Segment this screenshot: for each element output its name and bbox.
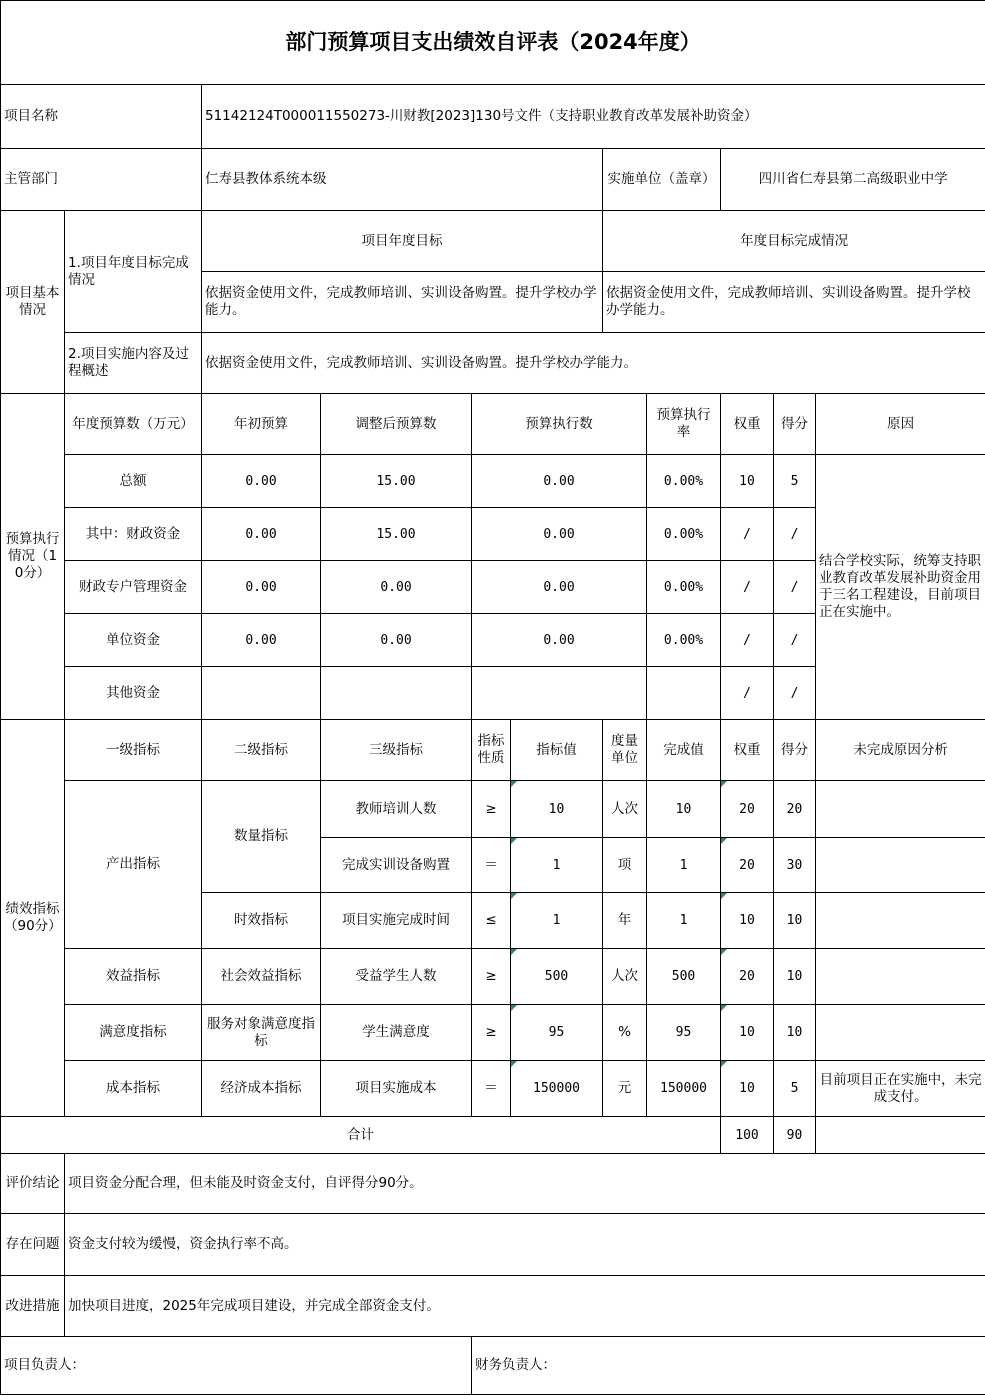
perf-l1-output: 产出指标 — [65, 781, 202, 949]
perf-row — [1, 1061, 985, 1117]
total-score: 90 — [774, 1117, 816, 1154]
budget-row-rate: 0.00% — [647, 561, 721, 614]
perf-row-l3: 学生满意度 — [321, 1005, 472, 1061]
perf-l2-economic: 经济成本指标 — [202, 1061, 321, 1117]
conclusion-label: 评价结论 — [1, 1154, 65, 1214]
budget-row-weight: / — [721, 667, 774, 720]
perf-row-actual: 1 — [647, 838, 721, 893]
content-label: 2.项目实施内容及过程概述 — [65, 333, 202, 394]
perf-row-nature: ≤ — [472, 893, 511, 949]
budget-row — [1, 455, 985, 508]
budget-header-adjusted: 调整后预算数 — [321, 394, 472, 455]
perf-row-target: 10 — [511, 781, 603, 838]
budget-header-score: 得分 — [774, 394, 816, 455]
perf-row-target: 500 — [511, 949, 603, 1005]
budget-row-weight: / — [721, 561, 774, 614]
perf-header-reason: 未完成原因分析 — [816, 720, 985, 781]
perf-row-nature: ≥ — [472, 949, 511, 1005]
budget-row-score: / — [774, 561, 816, 614]
budget-row-executed: 0.00 — [472, 508, 647, 561]
perf-l1-benefit: 效益指标 — [65, 949, 202, 1005]
budget-row-name: 财政专户管理资金 — [65, 561, 202, 614]
perf-row-target: 150000 — [511, 1061, 603, 1117]
budget-row-adjusted: 15.00 — [321, 455, 472, 508]
budget-row-weight: 10 — [721, 455, 774, 508]
total-weight: 100 — [721, 1117, 774, 1154]
perf-row-target: 1 — [511, 838, 603, 893]
perf-row-score: 5 — [774, 1061, 816, 1117]
perf-l1-cost: 成本指标 — [65, 1061, 202, 1117]
perf-row — [1, 781, 985, 838]
perf-row-l3: 项目实施完成时间 — [321, 893, 472, 949]
perf-row-score: 10 — [774, 893, 816, 949]
perf-header-weight: 权重 — [721, 720, 774, 781]
budget-section-label: 预算执行情况（10分） — [1, 394, 65, 720]
perf-row-reason — [816, 838, 985, 893]
perf-header-l3: 三级指标 — [321, 720, 472, 781]
perf-row-nature: ＝ — [472, 1061, 511, 1117]
total-blank — [816, 1117, 985, 1154]
perf-row-unit: 年 — [603, 893, 647, 949]
perf-row-weight: 20 — [721, 781, 774, 838]
perf-row-reason: 目前项目正在实施中，未完成支付。 — [816, 1061, 985, 1117]
perf-row-score: 10 — [774, 1005, 816, 1061]
perf-row-score: 30 — [774, 838, 816, 893]
budget-header-annual: 年度预算数（万元） — [65, 394, 202, 455]
budget-row-name: 单位资金 — [65, 614, 202, 667]
perf-row-unit: 人次 — [603, 781, 647, 838]
perf-row-reason — [816, 1005, 985, 1061]
perf-row-weight: 10 — [721, 1061, 774, 1117]
perf-row-actual: 10 — [647, 781, 721, 838]
budget-reason: 结合学校实际，统筹支持职业教育改革发展补助资金用于三名工程建设，目前项目正在实施中。 — [816, 455, 985, 720]
perf-section-label: 绩效指标（90分） — [1, 720, 65, 1117]
budget-row-rate: 0.00% — [647, 614, 721, 667]
budget-row-initial: 0.00 — [202, 455, 321, 508]
project-leader-label: 项目负责人： — [1, 1337, 472, 1395]
perf-row-l3: 完成实训设备购置 — [321, 838, 472, 893]
budget-row-weight: / — [721, 508, 774, 561]
goal-header: 项目年度目标 — [202, 211, 603, 272]
perf-row-nature: ≥ — [472, 1005, 511, 1061]
budget-header-executed: 预算执行数 — [472, 394, 647, 455]
perf-l1-satisfaction: 满意度指标 — [65, 1005, 202, 1061]
budget-header-rate: 预算执行率 — [647, 394, 721, 455]
conclusion-text: 项目资金分配合理，但未能及时资金支付，自评得分90分。 — [65, 1154, 985, 1214]
budget-row-rate: 0.00% — [647, 508, 721, 561]
impl-unit-value: 四川省仁寿县第二高级职业中学 — [721, 149, 985, 211]
issue-label: 存在问题 — [1, 1214, 65, 1276]
perf-row-l3: 受益学生人数 — [321, 949, 472, 1005]
budget-header-initial: 年初预算 — [202, 394, 321, 455]
basic-info-label: 项目基本情况 — [1, 211, 65, 394]
completion-header: 年度目标完成情况 — [603, 211, 985, 272]
budget-row-score: / — [774, 614, 816, 667]
goal-text: 依据资金使用文件，完成教师培训、实训设备购置。提升学校办学能力。 — [202, 272, 603, 333]
budget-row-rate — [647, 667, 721, 720]
page-title: 部门预算项目支出绩效自评表（2024年度） — [1, 1, 985, 85]
budget-row-score: / — [774, 508, 816, 561]
budget-row-adjusted: 0.00 — [321, 561, 472, 614]
budget-row-executed: 0.00 — [472, 455, 647, 508]
perf-row-actual: 95 — [647, 1005, 721, 1061]
perf-l2-quantity: 数量指标 — [202, 781, 321, 893]
issue-text: 资金支付较为缓慢，资金执行率不高。 — [65, 1214, 985, 1276]
improve-text: 加快项目进度，2025年完成项目建设，并完成全部资金支付。 — [65, 1276, 985, 1337]
budget-row-initial: 0.00 — [202, 508, 321, 561]
perf-header-score: 得分 — [774, 720, 816, 781]
perf-row — [1, 949, 985, 1005]
budget-row-initial: 0.00 — [202, 614, 321, 667]
perf-row-reason — [816, 893, 985, 949]
budget-header-weight: 权重 — [721, 394, 774, 455]
content-text: 依据资金使用文件，完成教师培训、实训设备购置。提升学校办学能力。 — [202, 333, 985, 394]
perf-row-nature: ＝ — [472, 838, 511, 893]
goal-completion-label: 1.项目年度目标完成情况 — [65, 211, 202, 333]
perf-row-reason — [816, 781, 985, 838]
impl-unit-label: 实施单位（盖章） — [603, 149, 721, 211]
perf-l2-service: 服务对象满意度指标 — [202, 1005, 321, 1061]
budget-row-executed — [472, 667, 647, 720]
completion-text: 依据资金使用文件，完成教师培训、实训设备购置。提升学校办学能力。 — [603, 272, 985, 333]
budget-row-name: 其他资金 — [65, 667, 202, 720]
budget-row-name: 总额 — [65, 455, 202, 508]
perf-row-unit: 人次 — [603, 949, 647, 1005]
budget-row-rate: 0.00% — [647, 455, 721, 508]
perf-header-l1: 一级指标 — [65, 720, 202, 781]
perf-row-target: 1 — [511, 893, 603, 949]
perf-l2-timeliness: 时效指标 — [202, 893, 321, 949]
improve-label: 改进措施 — [1, 1276, 65, 1337]
perf-row-unit: 项 — [603, 838, 647, 893]
project-name-value: 51142124T000011550273-川财教[2023]130号文件（支持职业教育改革发展补助资金） — [202, 85, 985, 149]
perf-header-target: 指标值 — [511, 720, 603, 781]
budget-row-executed: 0.00 — [472, 614, 647, 667]
perf-row-weight: 10 — [721, 1005, 774, 1061]
perf-l2-social: 社会效益指标 — [202, 949, 321, 1005]
perf-row-actual: 1 — [647, 893, 721, 949]
project-name-label: 项目名称 — [1, 85, 202, 149]
perf-row-unit: 元 — [603, 1061, 647, 1117]
perf-row-actual: 150000 — [647, 1061, 721, 1117]
perf-row-weight: 10 — [721, 893, 774, 949]
perf-row-target: 95 — [511, 1005, 603, 1061]
budget-row-adjusted: 15.00 — [321, 508, 472, 561]
perf-row-unit: % — [603, 1005, 647, 1061]
perf-header-nature: 指标性质 — [472, 720, 511, 781]
budget-row-adjusted: 0.00 — [321, 614, 472, 667]
budget-row-score: / — [774, 667, 816, 720]
perf-row-l3: 教师培训人数 — [321, 781, 472, 838]
perf-header-l2: 二级指标 — [202, 720, 321, 781]
perf-row-weight: 20 — [721, 838, 774, 893]
perf-row-nature: ≥ — [472, 781, 511, 838]
dept-label: 主管部门 — [1, 149, 202, 211]
budget-row-executed: 0.00 — [472, 561, 647, 614]
perf-row-score: 10 — [774, 949, 816, 1005]
budget-header-reason: 原因 — [816, 394, 985, 455]
finance-leader-label: 财务负责人： — [472, 1337, 985, 1395]
budget-row-score: 5 — [774, 455, 816, 508]
perf-row-score: 20 — [774, 781, 816, 838]
perf-row-actual: 500 — [647, 949, 721, 1005]
perf-header-actual: 完成值 — [647, 720, 721, 781]
perf-row — [1, 1005, 985, 1061]
perf-header-unit: 度量单位 — [603, 720, 647, 781]
budget-row-weight: / — [721, 614, 774, 667]
budget-row-initial — [202, 667, 321, 720]
budget-row-initial: 0.00 — [202, 561, 321, 614]
perf-row-weight: 20 — [721, 949, 774, 1005]
budget-row-name: 其中：财政资金 — [65, 508, 202, 561]
perf-row-reason — [816, 949, 985, 1005]
dept-value: 仁寿县教体系统本级 — [202, 149, 603, 211]
perf-row-l3: 项目实施成本 — [321, 1061, 472, 1117]
total-label: 合计 — [1, 1117, 721, 1154]
budget-row-adjusted — [321, 667, 472, 720]
